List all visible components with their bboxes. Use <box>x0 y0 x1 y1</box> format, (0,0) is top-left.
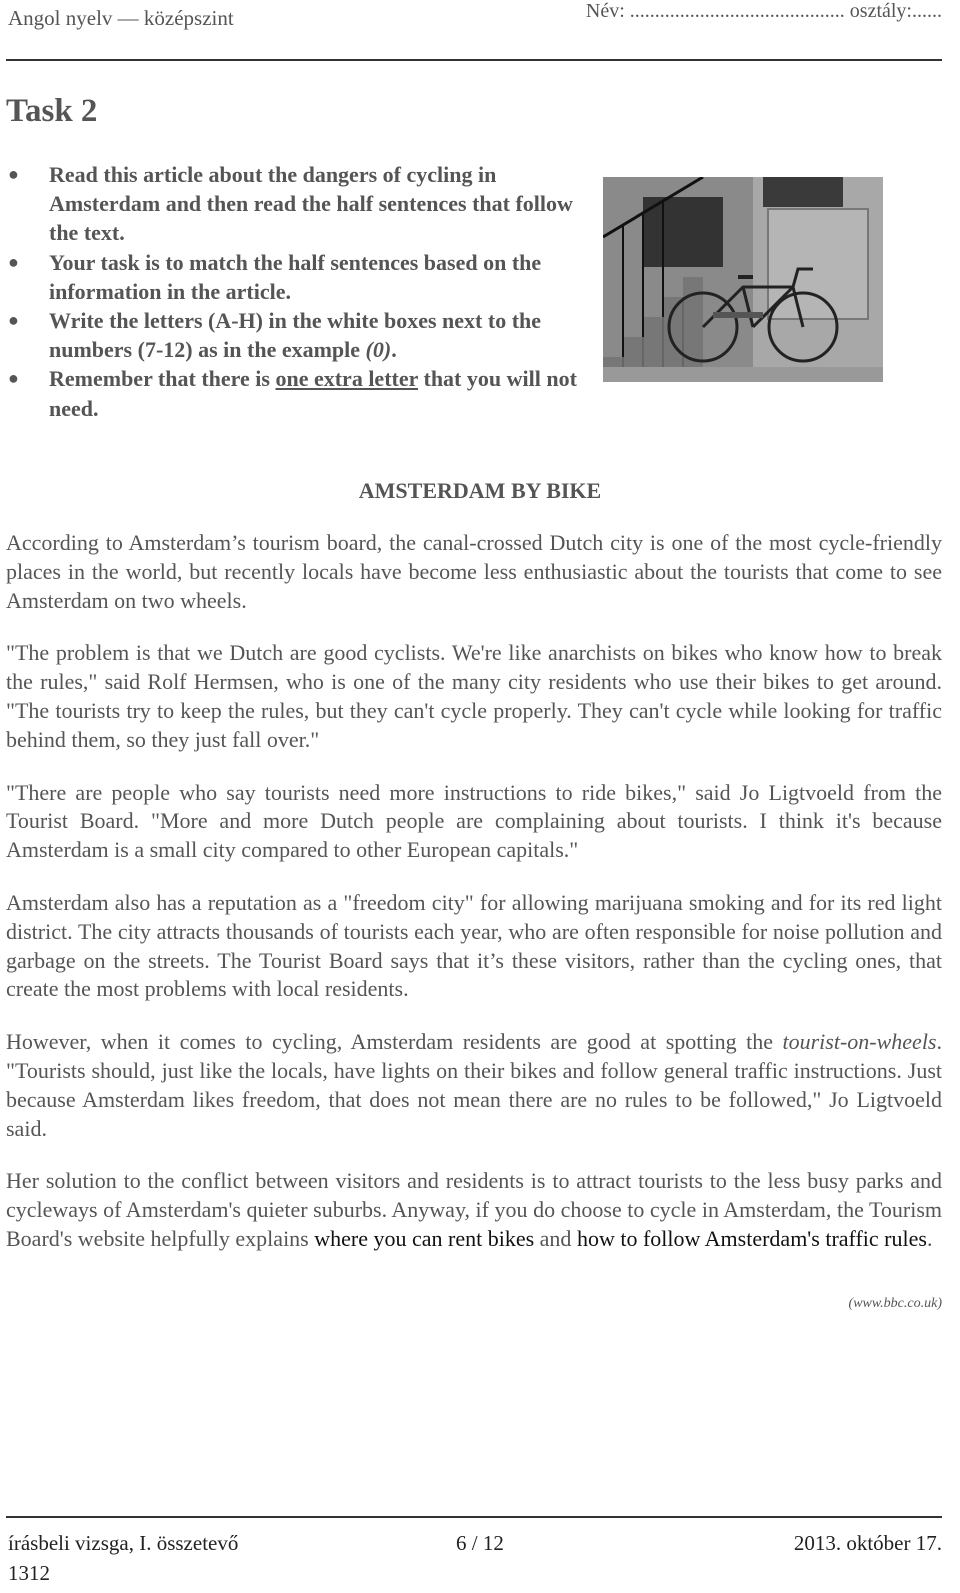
paragraph-text: . <box>926 1225 933 1251</box>
instruction-item <box>6 364 591 422</box>
instruction-text: that you will not need. <box>49 366 577 421</box>
article-paragraph: "The problem is that we Dutch are good cyclists. We're like anarchists on bikes who know how to break the rules," said Rolf Hermsen, who is one of the many city residents who use their bikes to get around. "The tourists try to keep the rules, but they can't cycle properly. They can't cycle while looking for traffic behind them, so they just fall over." <box>6 640 942 752</box>
footer-exam-info: írásbeli vizsga, I. összetevő <box>8 1531 239 1555</box>
bicycle-photo <box>603 177 883 382</box>
instruction-list <box>6 160 591 423</box>
instruction-text: Write the letters (A-H) in the white boxes next to the numbers (7-12) as in the example <box>49 308 542 363</box>
article-source: (www.bbc.co.uk) <box>848 1296 942 1311</box>
page-number: 6 / 12 <box>456 1531 504 1555</box>
name-class-field: Név: ........................................... osztály:...... <box>585 0 942 22</box>
traffic-rules-link[interactable]: how to follow Amsterdam's traffic rules <box>576 1225 927 1251</box>
bullet-icon: ● <box>8 310 19 331</box>
paragraph-text: However, when it comes to cycling, Amsterdam residents are good at spotting the <box>6 1029 783 1055</box>
instruction-item <box>6 306 591 364</box>
article-paragraph: "There are people who say tourists need more instructions to ride bikes," said Jo Ligtvoeld from the Tourist Board. "More and more Dutch people are complaining about tourists. I think it's because Amsterdam is a small city compared to other European capitals." <box>6 779 942 863</box>
article-paragraph <box>6 1028 942 1143</box>
exam-code: 1312 <box>8 1561 50 1585</box>
article-paragraph <box>6 1167 942 1253</box>
instruction-text: Your task is to match the half sentences based on the information in the article. <box>49 249 542 304</box>
emphasis-phrase: tourist-on-wheels <box>782 1029 937 1055</box>
exam-subject: Angol nyelv — középszint <box>8 6 234 30</box>
example-marker: (0) <box>365 337 392 363</box>
paragraph-text: and <box>534 1225 577 1251</box>
instruction-text: Remember that there is <box>49 366 276 392</box>
article-paragraph: Amsterdam also has a reputation as a "freedom city" for allowing marijuana smoking and for its red light district. The city attracts thousands of tourists each year, who are often responsible for noise pollution and garbage on the streets. The Tourist Board says that it’s these visitors, rather than the cycling ones, that create the most problems with local residents. <box>6 889 942 1002</box>
exam-date: 2013. október 17. <box>793 1531 942 1555</box>
bullet-icon: ● <box>8 164 19 184</box>
footer-divider <box>6 1516 942 1518</box>
instruction-text: . <box>391 337 397 363</box>
instruction-item <box>6 160 591 248</box>
task-title: Task 2 <box>6 93 98 129</box>
article-paragraph: According to Amsterdam’s tourism board, the canal-crossed Dutch city is one of the most cycle-friendly places in the world, but recently locals have become less enthusiastic about the tourists that come to see Amsterdam on two wheels. <box>6 530 942 613</box>
instruction-text: Read this article about the dangers of cycling in Amsterdam and then read the half sentences that follow the text. <box>49 162 573 246</box>
bullet-icon: ● <box>8 251 19 272</box>
article-body <box>6 529 942 1278</box>
rent-bikes-link[interactable]: where you can rent bikes <box>314 1225 535 1251</box>
bullet-icon: ● <box>8 368 19 389</box>
instruction-item <box>6 248 591 306</box>
page-header <box>8 0 942 40</box>
article-title: AMSTERDAM BY BIKE <box>358 478 602 503</box>
header-divider <box>6 59 942 61</box>
paragraph-text: . "Tourists should, just like the locals, have lights on their bikes and follow general traffic instructions. Just because Amsterdam likes freedom, that does not mean there are no rules to be followed," Jo Ligtvoeld said. <box>6 1029 942 1141</box>
paragraph-text: Her solution to the conflict between visitors and residents is to attract tourists to the less busy parks and cycleways of Amsterdam's quieter suburbs. Anyway, if you do choose to cycle in Amsterdam, the Tourism Board's website helpfully explains <box>6 1168 942 1251</box>
underlined-phrase: one extra letter <box>275 366 418 392</box>
